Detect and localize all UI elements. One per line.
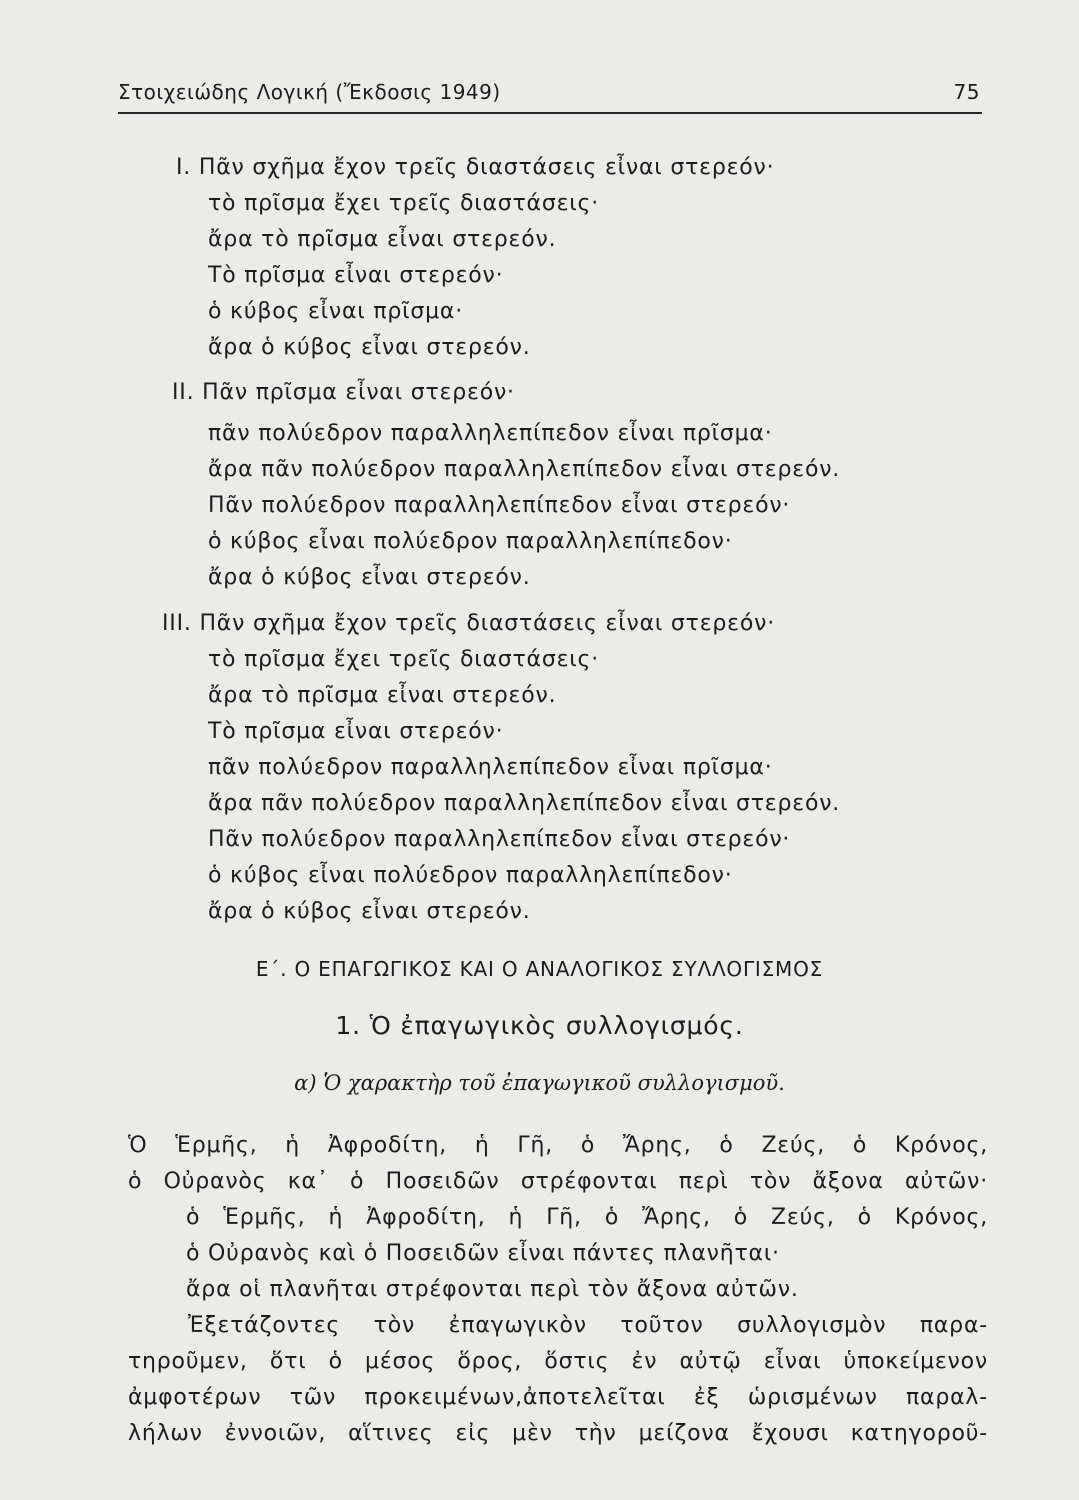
example-line: ὁ Οὐρανὸς κα᾽ ὁ Ποσειδῶν στρέφονται περὶ τὸν ἄξονα αὐτῶν·	[128, 1169, 988, 1194]
syllogism-label: III.	[162, 611, 192, 636]
example-line: ἄρα οἱ πλανῆται στρέφονται περὶ τὸν ἄξονα αὐτῶν.	[186, 1277, 799, 1302]
syllogism-label: II.	[172, 380, 195, 405]
syllogism-line: Τὸ πρῖσμα εἶναι στερεόν·	[208, 263, 504, 288]
header-rule	[118, 112, 982, 114]
syllogism-line: ὁ κύβος εἶναι πολύεδρον παραλληλεπίπεδον·	[208, 529, 733, 554]
paragraph-line: ἀμφοτέρων τῶν προκειμένων,ἀποτελεῖται ἐξ ὡρισμένων παραλ-	[128, 1385, 988, 1410]
syllogism-line: III. Πᾶν σχῆμα ἔχον τρεῖς διαστάσεις εἶναι στερεόν·	[162, 609, 775, 639]
subsection-heading: 1. Ὁ ἐπαγωγικὸς συλλογισμός.	[335, 1011, 744, 1040]
running-title: Στοιχειώδης Λογική (Ἔκδοσις 1949)	[118, 80, 501, 104]
syllogism-line: II. Πᾶν πρῖσμα εἶναι στερεόν·	[172, 378, 515, 408]
example-line: ὁ Οὐρανὸς καὶ ὁ Ποσειδῶν εἶναι πάντες πλανῆται·	[186, 1241, 780, 1266]
syllogism-line: ἄρα τὸ πρῖσμα εἶναι στερεόν.	[208, 683, 557, 708]
syllogism-line: ὁ κύβος εἶναι πρῖσμα·	[208, 299, 464, 324]
syllogism-line: Πᾶν πολύεδρον παραλληλεπίπεδον εἶναι στερεόν·	[208, 493, 791, 518]
syllogism-line: Πᾶν πολύεδρον παραλληλεπίπεδον εἶναι στερεόν·	[208, 827, 791, 852]
syllogism-line: Τὸ πρῖσμα εἶναι στερεόν·	[208, 719, 504, 744]
syllogism-line: πᾶν πολύεδρον παραλληλεπίπεδον εἶναι πρῖσμα·	[208, 421, 773, 446]
syllogism-line: τὸ πρῖσμα ἔχει τρεῖς διαστάσεις·	[208, 647, 600, 672]
syllogism-line: ὁ κύβος εἶναι πολύεδρον παραλληλεπίπεδον·	[208, 863, 733, 888]
syllogism-line: ἄρα ὁ κύβος εἶναι στερεόν.	[208, 335, 531, 360]
section-heading: Ε΄. Ο ΕΠΑΓΩΓΙΚΟΣ ΚΑΙ Ο ΑΝΑΛΟΓΙΚΟΣ ΣΥΛΛΟΓΙΣΜΟΣ	[255, 957, 824, 981]
syllogism-line: ἄρα πᾶν πολύεδρον παραλληλεπίπεδον εἶναι στερεόν.	[208, 457, 841, 482]
page-number: 75	[953, 80, 980, 104]
syllogism-label: I.	[176, 155, 192, 180]
syllogism-line: τὸ πρῖσμα ἔχει τρεῖς διαστάσεις·	[208, 191, 600, 216]
syllogism-line: ἄρα τὸ πρῖσμα εἶναι στερεόν.	[208, 227, 557, 252]
syllogism-line: ἄρα ὁ κύβος εἶναι στερεόν.	[208, 899, 531, 924]
example-line: Ὁ Ἑρμῆς, ἡ Ἀφροδίτη, ἡ Γῆ, ὁ Ἄρης, ὁ Ζεύς, ὁ Κρόνος,	[128, 1133, 988, 1158]
syllogism-line: ἄρα πᾶν πολύεδρον παραλληλεπίπεδον εἶναι στερεόν.	[208, 791, 841, 816]
syllogism-line: ἄρα ὁ κύβος εἶναι στερεόν.	[208, 565, 531, 590]
paragraph-line: λήλων ἐννοιῶν, αἵτινες εἰς μὲν τὴν μείζονα ἔχουσι κατηγοροῦ-	[128, 1421, 988, 1446]
syllogism-line: I. Πᾶν σχῆμα ἔχον τρεῖς διαστάσεις εἶναι στερεόν·	[176, 153, 774, 183]
paragraph-line: Ἐξετάζοντες τὸν ἐπαγωγικὸν τοῦτον συλλογισμὸν παρα-	[188, 1313, 988, 1338]
example-line: ὁ Ἑρμῆς, ἡ Ἀφροδίτη, ἡ Γῆ, ὁ Ἄρης, ὁ Ζεύς, ὁ Κρόνος,	[186, 1205, 988, 1230]
paragraph-line: τηροῦμεν, ὅτι ὁ μέσος ὅρος, ὅστις ἐν αὐτῷ εἶναι ὑποκείμενον	[128, 1349, 988, 1374]
running-head	[118, 80, 980, 104]
syllogism-line: πᾶν πολύεδρον παραλληλεπίπεδον εἶναι πρῖσμα·	[208, 755, 773, 780]
subsubsection-heading: α) Ὁ χαρακτὴρ τοῦ ἐπαγωγικοῦ συλλογισμοῦ.	[294, 1071, 785, 1095]
